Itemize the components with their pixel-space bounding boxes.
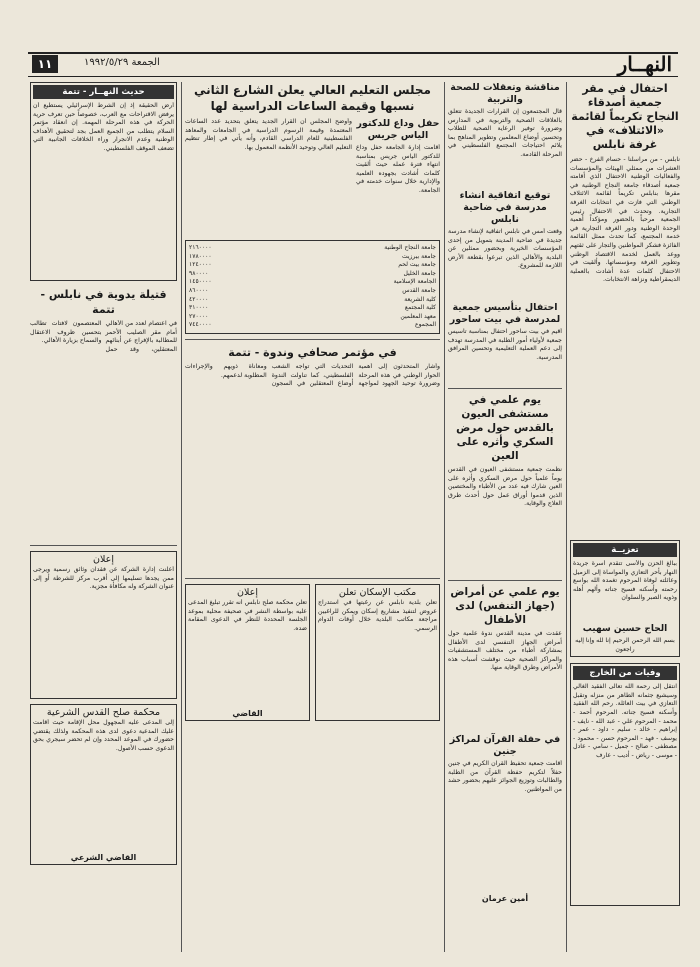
headline-eye-hospital: يوم علمي في مستشفى العيون بالقدس حول مرض السكري وأثره على العين (456, 394, 554, 462)
editorial-title: حديث النهــار - تتمة (33, 85, 174, 99)
article-beit-sahour: أقيم في بيت ساحور احتفال بمناسبة تأسيس جمعية لأولياء أمور الطلبة في المدرسة تهدف إلى دعم العملية التعليمية وتحسين المرافق المدرسية. (448, 328, 562, 361)
notice-housing-text: تعلن بلدية نابلس عن رغبتها في استدراج عروض لتنفيذ مشاريع إسكان ويمكن للراغبين مراجعة مكاتب البلدية خلال أوقات الدوام الرسمي. (318, 598, 437, 632)
mourning-text: ببالغ الحزن والأسى تتقدم أسرة جريدة النهار بأحر التعازي والمواساة إلى الزميل وعائلته لوفاة المرحوم تغمده الله بواسع رحمته وأسكنه فسيح جناته وألهم أهله وذويه الصبر والسلوان (573, 560, 677, 602)
headline-nablus: قتيلة يدوية في نابلس - تتمة (40, 288, 167, 316)
obituary-title: وفيات من الخارج (573, 666, 677, 680)
table-cell-amount: ٩٨٠٠٠٠ (189, 269, 209, 277)
article-quran-jenin: أقامت جمعية تحفيظ القرآن الكريم في جنين حفلاً لتكريم حفظة القرآن من الطلبة والطالبات وتوزيع الجوائز عليهم بحضور حشد من المواطنين. (448, 760, 562, 793)
column-rule (566, 82, 567, 952)
article-eye-hospital: نظمت جمعية مستشفى العيون في القدس يوماً علمياً حول مرض السكري وأثره على العين شارك فيه عدد من الأطباء والمختصين الذين قدموا أوراق عمل حول أحدث طرق العلاج والوقاية. (448, 466, 562, 508)
issue-date: الجمعة ١٩٩٢/٥/٢٩ (84, 57, 160, 68)
column-1 (570, 82, 680, 962)
higher-education-columns (185, 118, 440, 236)
article-higher-education: وأوضح المجلس أن القرار الجديد يتعلق بتحديد عدد الساعات المعتمدة وقيمة الرسوم الدراسية في الجامعات والمعاهد الفلسطينية للعام الدراسي القادم، وأنه يأتي في إطار تنظيم التعليم العالي وتوحيد الأنظمة المعمول بها. (185, 118, 352, 151)
editorial-box (30, 82, 177, 281)
table-cell-institution: جامعة القدس (402, 286, 436, 294)
page-number: ١١ (32, 55, 58, 73)
article-ceremony: نابلس - من مراسلنا - حسام الفرخ - حضر العشرات من ممثلي الهيئات والمؤسسات والفعاليات الوطنية الاحتفال الذي أقامته جمعية أصدقاء جامعة النجاح الوطنية في مقرها بنابلس تكريماً لقائمة الائتلاف الوطني التي فازت في انتخابات الغرفة التجارية. وتحدث في الاحتفال رئيس الجمعية مرحباً بالحضور ومؤكداً أهمية الوحدة الوطنية ودور الغرفة التجارية في خدمة المجتمع، كما تحدث ممثل القائمة الفائزة فشكر المواطنين والتجار على ثقتهم ووعد بالعمل لخدمة الاقتصاد الوطني وتطوير الغرفة ومؤسساتها. وألقيت في الاحتفال كلمات عدة أشادت بالعملية الديمقراطية ونزاهة الانتخابات. (570, 156, 680, 284)
table-row (189, 278, 436, 287)
headline-higher-education: مجلس التعليم العالي يعلن الشارع الثاني نسبها وقيمة الساعات الدراسية لها (194, 83, 431, 113)
notice-sharia-signature: القاضي الشرعي (70, 853, 137, 862)
table-cell-institution: كلية المجتمع (404, 304, 436, 312)
headline-beit-sahour: احتفال بتأسيس جمعية لمدرسة في بيت ساحور (449, 302, 561, 325)
notice-sharia-text: إلى المدعى عليه المجهول محل الإقامة حيث أقامت عليك المدعية دعوى لدى هذه المحكمة ولذلك يقتضي حضورك في الموعد المحدد وإن لم تحضر سيجري بحق الدعوى حسب الأصول. (33, 719, 174, 752)
signature: أمين عرمان (481, 894, 529, 903)
table-cell-amount: ٢٧٠٠٠٠ (189, 312, 209, 320)
divider (448, 388, 562, 389)
column-3 (185, 82, 440, 962)
column-4 (30, 82, 177, 962)
divider (30, 545, 177, 546)
article-press-conference: وأشار المتحدثون إلى أهمية الحوار الوطني في هذه المرحلة وضرورة توحيد الجهود لمواجهة التحديات التي تواجه الشعب الفلسطيني، كما تناولت الندوة أوضاع المعتقلين في السجون ومعاناة ذويهم والإجراءات المطلوبة لدعمهم. (185, 362, 440, 388)
table-cell-amount: ٢١٦٠٠٠٠ (189, 244, 212, 251)
column-rule (444, 82, 445, 952)
table-cell-institution: الجامعة الإسلامية (393, 278, 436, 286)
notice-sharia-court (30, 704, 177, 865)
table-cell-institution: معهد المعلمين (400, 312, 436, 320)
divider (185, 339, 440, 340)
notice-lost-text: أعلنت إدارة الشركة عن فقدان وثائق رسمية ويرجى ممن يجدها تسليمها إلى أقرب مركز للشرطة أو إلى عنوان الشركة وله مكافأة مجزية. (33, 566, 174, 591)
headline-respiratory: يوم علمي عن أمراض (جهاز التنفس) لدى الأطفال (450, 586, 560, 626)
article-nablus: في اعتصام لعدد من الأهالي أمام مقر الصليب الأحمر للمطالبة بالإفراج عن أبنائهم المعتقلين، وقد حمل المعتصمون لافتات تطالب بتحسين ظروف الاعتقال والسماح بزيارة الأهالي. (30, 320, 177, 353)
notice-housing-title: مكتب الإسكان تعلن (338, 586, 417, 598)
editorial-text: أرض الحقيقة إذ إن الشرط الإسرائيلي يستطيع أن يرفض الاقتراحات مع العرب، خصوصاً حين تعرف حرية الحركة في هذه المرحلة المهمة. إن انعقاد مؤتمر السلام يتطلب من الجميع العمل بجد لتحقيق الأهداف الوطنية وعدم الانجرار وراء الخلافات الجانبية التي تضعف الموقف الفلسطيني. (33, 102, 174, 152)
table-cell-institution: جامعة النجاح الوطنية (384, 244, 436, 251)
table-cell-amount: ٨٦٠٠٠٠ (189, 286, 209, 294)
table-row (189, 304, 436, 313)
divider (185, 578, 440, 579)
article-school-agreement: وقعت أمس في نابلس اتفاقية لإنشاء مدرسة جديدة في ضاحية المدينة بتمويل من إحدى المؤسسات الخيرية وبحضور ممثلين عن البلدية والأهالي الذين تبرعوا بقطعة الأرض اللازمة للمشروع. (448, 228, 562, 270)
mourning-verse: بسم الله الرحمن الرحيم إنا لله وإنا إليه راجعون (575, 637, 675, 653)
divider (448, 580, 562, 581)
obituary-box (570, 663, 680, 906)
table-cell-amount: ٧٤٤٠٠٠٠ (189, 321, 212, 329)
newspaper-logo: النهــار (617, 52, 672, 76)
headline-quran-jenin: في حفلة القرآن لمراكز جنين (449, 734, 561, 757)
table-row (189, 253, 436, 262)
table-row (189, 321, 436, 330)
notice-court-signature: القاضي (232, 708, 263, 718)
table-row (189, 270, 436, 279)
notice-court (185, 584, 310, 721)
notices-row (185, 584, 440, 721)
obituary-text: انتقل إلى رحمة الله تعالى الفقيد الغالي وسيشيع جثمانه الطاهر من منزله وتقبل التعازي في بيت العائلة. رحم الله الفقيد وأسكنه فسيح جناته. المرحوم أحمد - محمد - المرحوم علي - عبد الله - نايف - إبراهيم - خالد - سليم - داود - عمر - يوسف - فهد - المرحوم حسن - محمود - مصطفى - صالح - جميل - سامي - عادل - موسى - رياض - أديب - عارف (573, 683, 677, 759)
table-cell-institution: المجموع (415, 321, 436, 329)
notice-court-text: تعلن محكمة صلح نابلس أنه تقرر تبليغ المدعى عليه بواسطة النشر في صحيفة محلية بموعد الجلسة المحددة للنظر في الدعوى المقامة ضده. (188, 598, 307, 632)
table-cell-institution: جامعة بيرزيت (401, 252, 436, 260)
table-cell-amount: ١٤٥٠٠٠٠ (189, 278, 212, 286)
table-row (189, 313, 436, 322)
headline-school-agreement: توقيع اتفاقية انشاء مدرسة في ضاحية نابلس (459, 190, 551, 225)
table-cell-institution: جامعة الخليل (403, 269, 436, 277)
table-row (189, 287, 436, 296)
table-cell-amount: ٣١٠٠٠٠ (189, 304, 209, 312)
table-row (189, 261, 436, 270)
mourning-title: تعزيــة (573, 543, 677, 557)
subcolumn-a (356, 118, 440, 236)
headline-health-education: مناقشة وتعقلات للصحة والتربية (450, 82, 560, 105)
table-cell-amount: ٤٢٠٠٠٠ (189, 295, 209, 303)
table-cell-institution: كلية الشريعة (404, 295, 436, 303)
table-row (189, 296, 436, 305)
mourning-name: الحاج حسين سهيب (582, 624, 668, 634)
headline-farewell: حفل وداع للدكتور الياس جريس (356, 118, 440, 141)
article-health-education: قال المجتمعون إن القرارات الجديدة تتعلق بالعلاقات الصحية والتربوية في المدارس وضرورة توفير الرعاية الصحية للطلاب وتحسين أوضاع المعلمين وتطوير المناهج بما يلائم احتياجات المجتمع الفلسطيني في المرحلة القادمة. (448, 108, 562, 158)
mourning-notice (570, 540, 680, 657)
article-respiratory: عقدت في مدينة القدس ندوة علمية حول أمراض الجهاز التنفسي لدى الأطفال بمشاركة أطباء من مختلف المستشفيات والمراكز الصحية حيث نوقشت أسباب هذه الأمراض وطرق الوقاية منها. (448, 630, 562, 672)
notice-lost (30, 551, 177, 699)
headline-ceremony: احتفال في مقر جمعية أصدقاء النجاح تكريماً لقائمة «الائتلاف» في غرفة نابلس (571, 82, 679, 151)
notice-housing (315, 584, 440, 721)
table-cell-amount: ١٧٨٠٠٠٠ (189, 252, 212, 260)
article-farewell: أقامت إدارة الجامعة حفل وداع للدكتور الياس جريس بمناسبة انتهاء فترة عمله حيث ألقيت كلمات أشادت بجهوده العلمية والإدارية خلال سنوات خدمته في الجامعة. (356, 144, 440, 194)
fees-table (185, 240, 440, 334)
notice-lost-title: إعلان (93, 554, 114, 565)
notice-sharia-title: محكمة صلح القدس الشرعية (46, 707, 161, 718)
table-row (189, 244, 436, 253)
headline-press-conference: في مؤتمر صحافي وندوة - تتمة (228, 345, 397, 359)
column-2 (448, 82, 562, 962)
masthead (28, 52, 678, 77)
table-cell-institution: جامعة بيت لحم (398, 261, 436, 269)
column-rule (181, 82, 182, 952)
notice-court-title: إعلان (237, 586, 258, 598)
table-cell-amount: ١٢٤٠٠٠٠ (189, 261, 212, 269)
